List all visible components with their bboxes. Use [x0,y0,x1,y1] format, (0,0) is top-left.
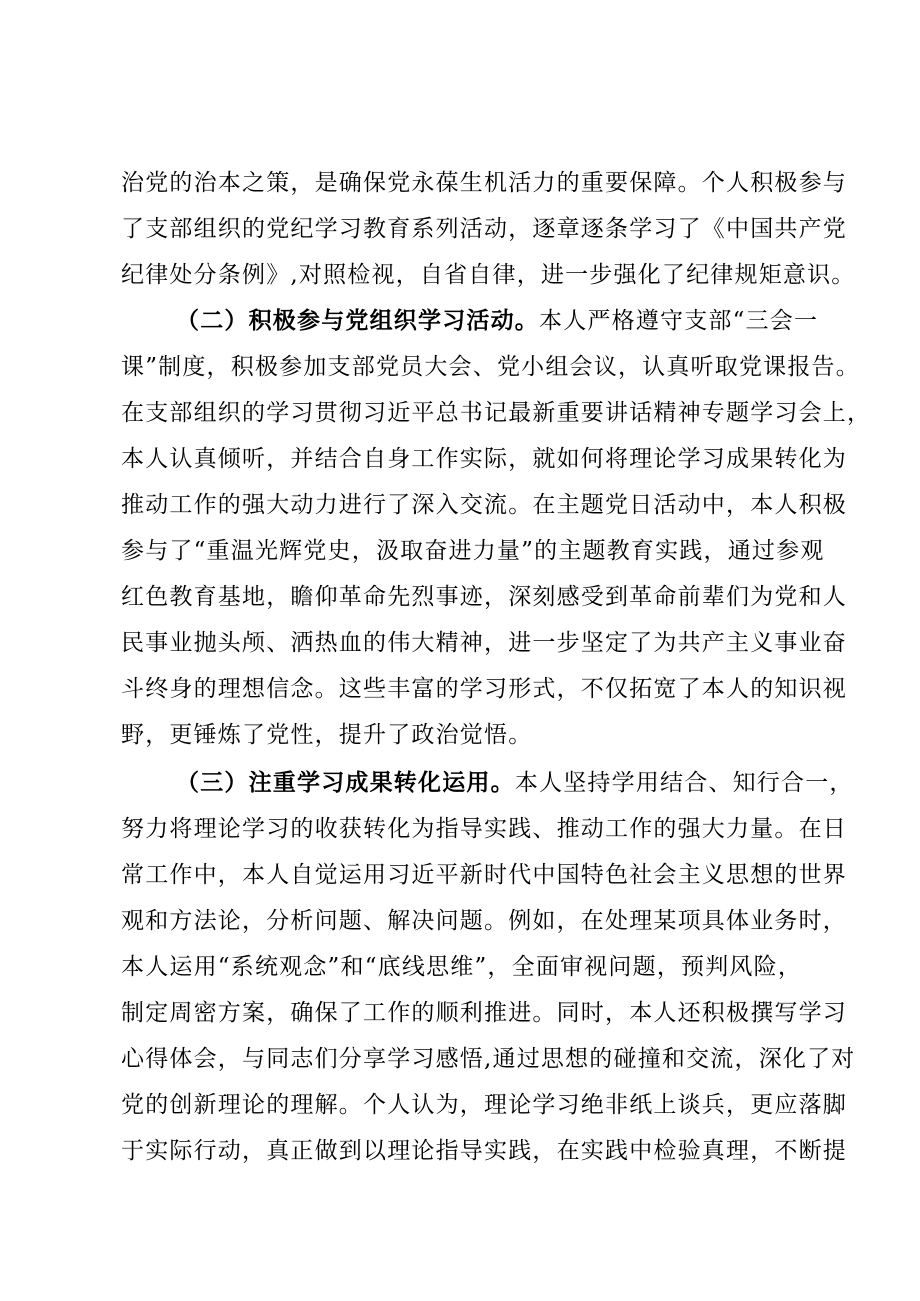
paragraph-first-line [176,768,854,798]
paragraph-text: 本人严格遵守支部“三会一 [539,308,819,334]
paragraph-line: 红色教育基地，瞻仰革命先烈事迹，深刻感受到革命前辈们为党和人 [121,584,847,610]
section-heading: （三）注重学习成果转化运用。 [176,770,515,796]
paragraph-line: 本人运用“系统观念”和“底线思维”，全面审视问题，预判风险， [121,954,803,980]
paragraph-first-line [176,306,821,336]
paragraph-line: 推动工作的强大动力进行了深入交流。在主题党日活动中，本人积极 [121,492,847,518]
paragraph-line: 纪律处分条例》,对照检视，自省自律，进一步强化了纪律规矩意识。 [121,262,856,288]
paragraph-line: 课”制度，积极参加支部党员大会、党小组会议，认真听取党课报告。 [121,354,860,380]
paragraph-line: 民事业抛头颅、洒热血的伟大精神，进一步坚定了为共产主义事业奋 [121,630,847,656]
paragraph-line: 野，更锤炼了党性，提升了政治觉悟。 [121,722,533,748]
paragraph-line: 观和方法论，分析问题、解决问题。例如，在处理某项具体业务时， [121,908,847,934]
paragraph-text: 本人坚持学用结合、知行合一， [514,770,854,796]
paragraph-line: 斗终身的理想信念。这些丰富的学习形式，不仅拓宽了本人的知识视 [121,676,847,702]
paragraph-line: 于实际行动，真正做到以理论指导实践，在实践中检验真理，不断提 [121,1138,847,1164]
paragraph-line: 常工作中，本人自觉运用习近平新时代中国特色社会主义思想的世界 [121,862,847,888]
paragraph-line: 党的创新理论的理解。个人认为，理论学习绝非纸上谈兵，更应落脚 [121,1092,847,1118]
paragraph-line: 在支部组织的学习贯彻习近平总书记最新重要讲话精神专题学习会上， [121,400,872,426]
paragraph-line: 制定周密方案，确保了工作的顺利推进。同时，本人还积极撰写学习 [121,1000,847,1026]
paragraph-line: 心得体会，与同志们分享学习感悟,通过思想的碰撞和交流，深化了对 [121,1046,856,1072]
paragraph-line: 本人认真倾听，并结合自身工作实际，就如何将理论学习成果转化为 [121,446,847,472]
section-heading: （二）积极参与党组织学习活动。 [176,308,539,334]
paragraph-line: 努力将理论学习的收获转化为指导实践、推动工作的强大力量。在日 [121,816,847,842]
paragraph-line: 了支部组织的党纪学习教育系列活动，逐章逐条学习了《中国共产党 [121,216,847,242]
paragraph-line: 治党的治本之策，是确保党永葆生机活力的重要保障。个人积极参与 [121,170,847,196]
paragraph-line: 参与了“重温光辉党史，汲取奋进力量”的主题教育实践，通过参观 [121,538,825,564]
